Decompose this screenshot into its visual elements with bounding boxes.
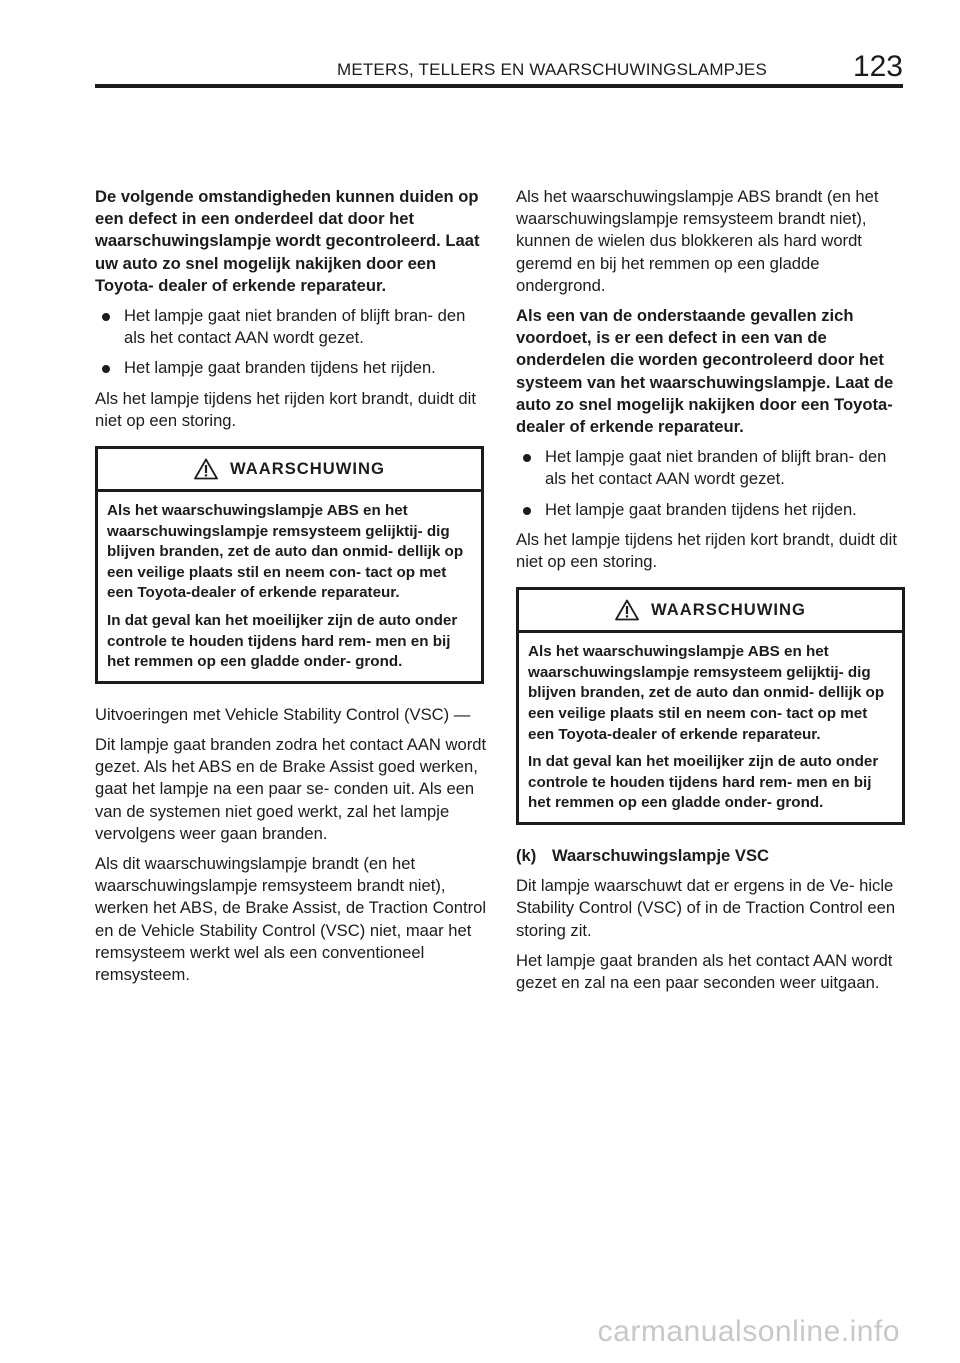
bullet-icon bbox=[102, 365, 110, 373]
warning-box bbox=[95, 446, 484, 684]
note-paragraph: Als het lampje tijdens het rijden kort brandt, duidt dit niet op een storing. bbox=[516, 529, 897, 572]
warning-header bbox=[519, 590, 902, 633]
list-item bbox=[95, 305, 487, 349]
page-header bbox=[95, 50, 903, 90]
bullet-text: Het lampje gaat niet branden of blijft bran- den als het contact AAN wordt gezet. bbox=[545, 447, 887, 489]
intro-bold-paragraph: De volgende omstandigheden kunnen duiden op een defect in een onderdeel dat door het waarschuwingslampje wordt gecontroleerd. Laat uw auto zo snel mogelijk nakijken door een Toyota- dealer of erkende reparateur. bbox=[95, 187, 480, 295]
page-number: 123 bbox=[852, 50, 903, 83]
note-paragraph: Als het lampje tijdens het rijden kort brandt, duidt dit niet op een storing. bbox=[95, 388, 476, 430]
list-item bbox=[516, 499, 908, 521]
header-rule bbox=[95, 84, 903, 88]
vsc-paragraph: Dit lampje gaat branden zodra het contact AAN wordt gezet. Als het ABS en de Brake Assist goed werken, gaat het lampje na een paar se- conden uit. Als een van de systemen niet goed werkt, zal het lampje vervolgens weer gaan branden. bbox=[95, 734, 487, 843]
bullet-list bbox=[516, 446, 908, 521]
watermark: carmanualsonline.info bbox=[597, 1315, 900, 1348]
warning-triangle-icon bbox=[194, 458, 218, 480]
bullet-icon bbox=[523, 507, 531, 515]
warning-title: WAARSCHUWING bbox=[651, 600, 806, 620]
bullet-icon bbox=[523, 454, 531, 462]
bullet-list bbox=[95, 305, 487, 380]
section-title: Waarschuwingslampje VSC bbox=[552, 846, 770, 865]
right-column bbox=[516, 186, 908, 1002]
warning-paragraph: Als het waarschuwingslampje ABS en het waarschuwingslampje remsysteem gelijktij- dig blijven branden, zet de auto dan onmid- dellijk op een veilige plaats stil en neem con- tact op met een Toyota-dealer of erkende reparateur. bbox=[528, 643, 885, 743]
warning-paragraph: In dat geval kan het moeilijker zijn de auto onder controle te houden tijdens hard rem- men en bij het remmen op een gladde onder- grond. bbox=[528, 753, 879, 812]
bullet-icon bbox=[102, 313, 110, 321]
vsc-paragraph: Als dit waarschuwingslampje brandt (en het waarschuwingslampje remsysteem brandt niet), werken het ABS, de Brake Assist, de Traction Control en de Vehicle Stability Control (VSC) niet, maar het remsysteem werkt wel als een conventioneel remsysteem. bbox=[95, 854, 487, 985]
abs-paragraph: Als het waarschuwingslampje ABS brandt (en het waarschuwingslampje remsysteem brandt niet), kunnen de wielen dus blokkeren als hard wordt geremd en bij het remmen op een gladde ondergrond. bbox=[516, 187, 879, 295]
warning-title: WAARSCHUWING bbox=[230, 458, 385, 478]
section-heading bbox=[516, 845, 908, 867]
warning-body bbox=[519, 633, 902, 822]
bold-paragraph: Als een van de onderstaande gevallen zich voordoet, is er een defect in een van de onderdelen die worden gecontroleerd door het systeem van het waarschuwingslampje. Laat de auto zo snel mogelijk nakijken door een Toyota- dealer of erkende reparateur. bbox=[516, 306, 894, 437]
vsc-intro: Uitvoeringen met Vehicle Stability Control (VSC) — bbox=[95, 704, 471, 724]
left-column bbox=[95, 186, 487, 994]
warning-body bbox=[98, 492, 481, 681]
section-number: (k) bbox=[516, 846, 537, 865]
vsc-paragraph: Dit lampje waarschuwt dat er ergens in de Ve- hicle Stability Control (VSC) of in de Traction Control een storing zit. bbox=[516, 876, 896, 940]
header-title: METERS, TELLERS EN WAARSCHUWINGSLAMPJES bbox=[336, 60, 767, 79]
list-item bbox=[516, 446, 908, 490]
list-item bbox=[95, 357, 487, 379]
bullet-text: Het lampje gaat niet branden of blijft bran- den als het contact AAN wordt gezet. bbox=[124, 306, 466, 348]
warning-paragraph: In dat geval kan het moeilijker zijn de auto onder controle te houden tijdens hard rem- men en bij het remmen op een gladde onder- grond. bbox=[107, 612, 458, 671]
warning-header bbox=[98, 449, 481, 492]
warning-triangle-icon bbox=[615, 599, 639, 621]
bullet-text: Het lampje gaat branden tijdens het rijden. bbox=[545, 499, 857, 519]
warning-paragraph: Als het waarschuwingslampje ABS en het waarschuwingslampje remsysteem gelijktij- dig blijven branden, zet de auto dan onmid- dellijk op een veilige plaats stil en neem con- tact op met een Toyota-dealer of erkende reparateur. bbox=[107, 502, 464, 602]
bullet-text: Het lampje gaat branden tijdens het rijden. bbox=[124, 358, 436, 378]
warning-box bbox=[516, 587, 905, 825]
vsc-paragraph: Het lampje gaat branden als het contact AAN wordt gezet en zal na een paar seconden weer uitgaan. bbox=[516, 950, 893, 993]
